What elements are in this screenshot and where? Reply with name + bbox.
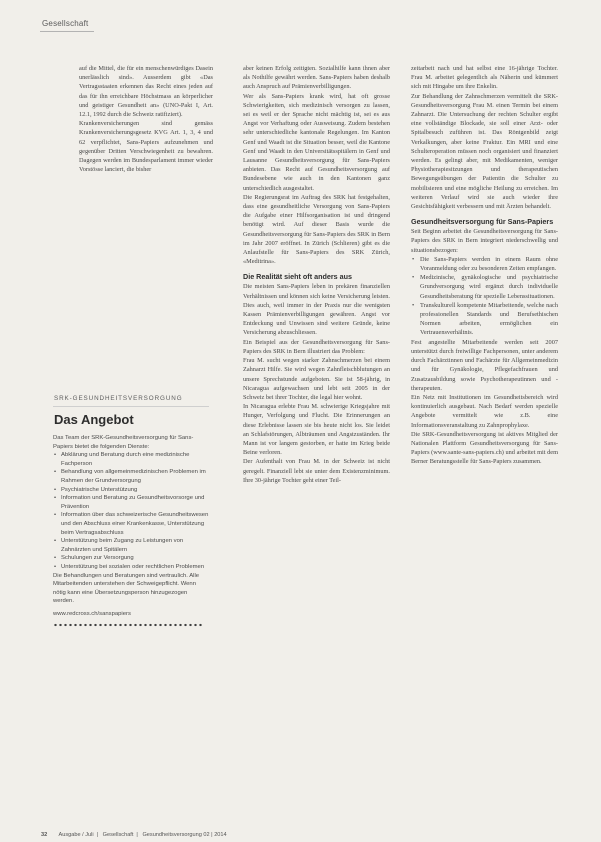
body-paragraph: Die meisten Sans-Papiers leben in prekären finanziellen Verhältnissen und können sich keine Versicherung leisten. Dies auch, weil immer in der Praxis nur die wenigsten Kassen Prämienverbilligungen gewähren. Angst vor Entdeckung und Unwissen sind weitere Gründe, keine Versicherung abzuschliessen. bbox=[243, 283, 390, 337]
body-paragraph: Die SRK-Gesundheitsversorgung ist aktives Mitglied der Nationalen Plattform Gesundheitsversorgung für Sans-Papiers (www.sante-sans-papiers.ch) und arbeitet mit dem Berner Beratungsstelle für Sans-Papiers zusammen. bbox=[411, 430, 558, 466]
body-paragraph: Seit Beginn arbeitet die Gesundheitsversorgung für Sans-Papiers des SRK in Bern integriert niederschwellig und situationsbezogen: bbox=[411, 228, 558, 254]
body-paragraph: Die Regierungsrat im Auftrag des SRK hat festgehalten, dass eine gesundheitliche Versorgung von Sans-Papiers die Aufgabe einer Hilfsorganisation ist und dringend benötigt wird. Auf dieser Basis wurde die Gesundheitsversorgung für Sans-Papiers des SRK in Bern im Jahr 2007 eröffnet. In Zürich (Schlieren) gibt es die Anlaufstelle für Sans-Papiers des SRK Zürich, «Meditrina». bbox=[243, 193, 390, 266]
body-paragraph: Ein Netz mit Institutionen im Gesundheitsbereich wird kontinuierlich ausgebaut. Nach Bedarf werden spezielle Angebote vermittelt wie z.B. eine Informationsveranstaltung zu Zahnprophylaxe. bbox=[411, 393, 558, 429]
footer-magazine: Gesundheitsversorgung bbox=[142, 832, 202, 838]
infobox-list bbox=[53, 451, 209, 571]
infobox-rule bbox=[53, 406, 209, 407]
list-item: • Psychiatrische Unterstützung bbox=[53, 486, 209, 495]
list-item: • Unterstützung beim Zugang zu Leistungen von Zahnärzten und Spitälern bbox=[53, 537, 209, 554]
list-item: • Information und Beratung zu Gesundheitsvorsorge und Prävention bbox=[53, 494, 209, 511]
list-item: • Schulungen zur Versorgung bbox=[53, 554, 209, 563]
body-paragraph: zeitarbeit nach und hat selbst eine 16-jährige Tochter. Frau M. arbeitet gelegentlich als Näherin und kümmert sich mit Hingabe um ihre Enkelin. bbox=[411, 65, 558, 91]
offer-infobox bbox=[53, 395, 209, 755]
body-paragraph: Krankenversicherungen sind gemäss Krankenversicherungsgesetz KVG Art. 1, 3, 4 und 62 verpflichtet, Sans-Papiers aufzunehmen und gegenüber Dritten Verschwiegenheit zu bewahren. Dagegen werden im Bundesparlament immer wieder Vorstösse lanciert, die bisher bbox=[79, 120, 213, 174]
body-paragraph: Der Aufenthalt von Frau M. in der Schweiz ist nicht geregelt. Finanziell lebt sie unter dem Existenzminimum. Ihre 30-jährige Tochter geht einer Teil- bbox=[243, 458, 390, 484]
body-paragraph: Ein Beispiel aus der Gesundheitsversorgung für Sans-Papiers des SRK in Bern illustriert das Problem: bbox=[243, 338, 390, 355]
footer-section: Gesellschaft bbox=[102, 832, 134, 838]
infobox-closing: Die Behandlungen und Beratungen sind vertraulich. Alle Mitarbeitenden unterstehen der Schweigepflicht. Wenn nötig kann eine Übersetzungsperson hinzugezogen werden. bbox=[53, 572, 200, 605]
infobox-body bbox=[53, 434, 209, 627]
list-item: • Information über das schweizerische Gesundheitswesen und den Abschluss einer Krankenkasse, Unterstützung beim Vertragsabschluss bbox=[53, 511, 209, 537]
dotted-divider bbox=[53, 623, 203, 627]
column-middle bbox=[243, 64, 390, 485]
body-paragraph: Frau M. sucht wegen starker Zahnschmerzen bei einem Zahnarzt Hilfe. Sie wird wegen Zahnfleischblutungen an unsere Sprechstunde aufgeboten. Sie ist 58-jährig, in Nicaragua aufgewachsen und lebt seit 2005 in der Schweiz bei ihrer Tochter, die legal hier wohnt. bbox=[243, 357, 390, 401]
section-label: Gesellschaft bbox=[42, 19, 89, 28]
body-paragraph: auf die Mittel, die für ein menschenwürdiges Dasein unerlässlich sind». Ausserdem gibt «Das Vertragsstaaten erkennen das Recht eines jeden auf das für ihn erreichbare Höchstmass an körperlicher und geistiger Gesundheit an» (UNO-Pakt I, Art. 12.1, 1992 durch die Schweiz ratifiziert). bbox=[79, 65, 213, 119]
list-item: • Transkulturell kompetente Mitarbeitende, welche nach professionellen Standards und Berufsethischen Normen arbeiten, ermöglichen ein Vertrauensverhältnis. bbox=[411, 301, 558, 338]
body-paragraph: Fest angestellte Mitarbeitende werden seit 2007 unterstützt durch freiwillige Fachpersonen, unter anderem durch Fachärztinnen und Fachärzte für Allgemeinmedizin und für Gynäkologie, Pflegefachfrauen und Zusatzausbildung sowie Psychotherapeutinnen und -therapeuten. bbox=[411, 338, 558, 392]
subheading: Die Realität sieht oft anders aus bbox=[243, 272, 353, 282]
column-left bbox=[79, 64, 213, 174]
body-paragraph: Zur Behandlung der Zahnschmerzen vermittelt die SRK-Gesundheitsversorgung Frau M. einen Termin bei einem Zahnarzt. Die Untersuchung der rechten Schulter ergibt eine vollständige Blockade, sie soll einer Arzt- oder Spitalbesuch zuführen ist. Das Röntgenbild zeigt Verkalkungen, aber keine Fraktur. Ein MRI und eine Schulteroperation müssen noch organisiert und finanziert werden. Es gelingt aber, mit Medikamenten, weniger Physiotherapiesitzungen und therapeutischen Bewegungsübungen der Patientin die Schulter zu mobilisieren und eine mögliche Heilung zu erreichen. Im weiteren Verlauf wird sie auch wieder ihre Gesichtsfähigkeit verbessern und mit Ärzten behandelt. bbox=[411, 92, 558, 211]
list-item: • Abklärung und Beratung durch eine medizinische Fachperson bbox=[53, 451, 209, 468]
page-footer: 32 Ausgabe / Juli | Gesellschaft | Gesundheitsversorgung 02 | 2014 bbox=[41, 832, 227, 838]
body-paragraph: Wer als Sans-Papiers krank wird, hat oft grosse Schwierigkeiten, sich medizinisch versorgen zu lassen, sei es weil er der Sprache nicht mächtig ist, sei es aus Angst vor Verhaftung oder Ausweisung. Zudem bestehen sehr unterschiedliche kantonale Regelungen. Im Kanton Genf und Waadt ist die Situation besser, weil die Kantone Genf und Waadt in den Universitätsspitälern in Genf und Lausanne Gesundheitsversorgung für Sans-Papiers anbieten. Das Recht auf Gesundheitsversorgung auf Bundesebene wie auch in den Kantonen ganz unterschiedlich ausgestaltet. bbox=[243, 92, 390, 192]
column-right bbox=[411, 64, 558, 467]
list-item: • Unterstützung bei sozialen oder rechtlichen Problemen bbox=[53, 563, 209, 572]
bullet-list bbox=[411, 255, 558, 338]
list-item: • Medizinische, gynäkologische und psychiatrische Grundversorgung wird ergänzt durch individuelle Gesundheitsberatung für spezielle Lebenssituationen. bbox=[411, 273, 558, 301]
infobox-title: Das Angebot bbox=[54, 412, 134, 427]
list-item: • Die Sans-Papiers werden in einem Raum ohne Voranmeldung oder zu besonderen Zeiten empfangen. bbox=[411, 255, 558, 273]
subheading: Gesundheitsversorgung für Sans-Papiers bbox=[411, 217, 554, 227]
list-item: • Behandlung von allgemeinmedizinischen Problemen im Rahmen der Grundversorgung bbox=[53, 468, 209, 485]
infobox-intro: Das Team der SRK-Gesundheitsversorgung für Sans-Papiers bietet die folgenden Dienste: bbox=[53, 435, 194, 450]
footer-publication: Ausgabe / Juli bbox=[58, 832, 94, 838]
body-paragraph: In Nicaragua erlebte Frau M. schwierige Kriegsjahre mit Hunger, Verfolgung und Flucht. Die Erinnerungen an diese Erlebnisse lassen sie bis heute nicht los. Sie leidet an Schlafstörungen, Albträumen und Angstzuständen. Ihr Mann ist vor langem gestorben, er hatte im Krieg beide Beine verloren. bbox=[243, 403, 390, 457]
body-paragraph: aber keinen Erfolg zeitigten. Sozialhilfe kann ihnen aber als Nothilfe gewährt werden. Sans-Papiers haben deshalb auch Anspruch auf Prämienverbilligungen. bbox=[243, 65, 390, 91]
infobox-kicker: SRK-GESUNDHEITSVERSORGUNG bbox=[54, 395, 183, 402]
footer-issue: 02 | 2014 bbox=[203, 832, 227, 838]
page-number: 32 bbox=[41, 832, 48, 838]
infobox-url-link[interactable]: www.redcross.ch/sanspapiers bbox=[53, 610, 131, 617]
